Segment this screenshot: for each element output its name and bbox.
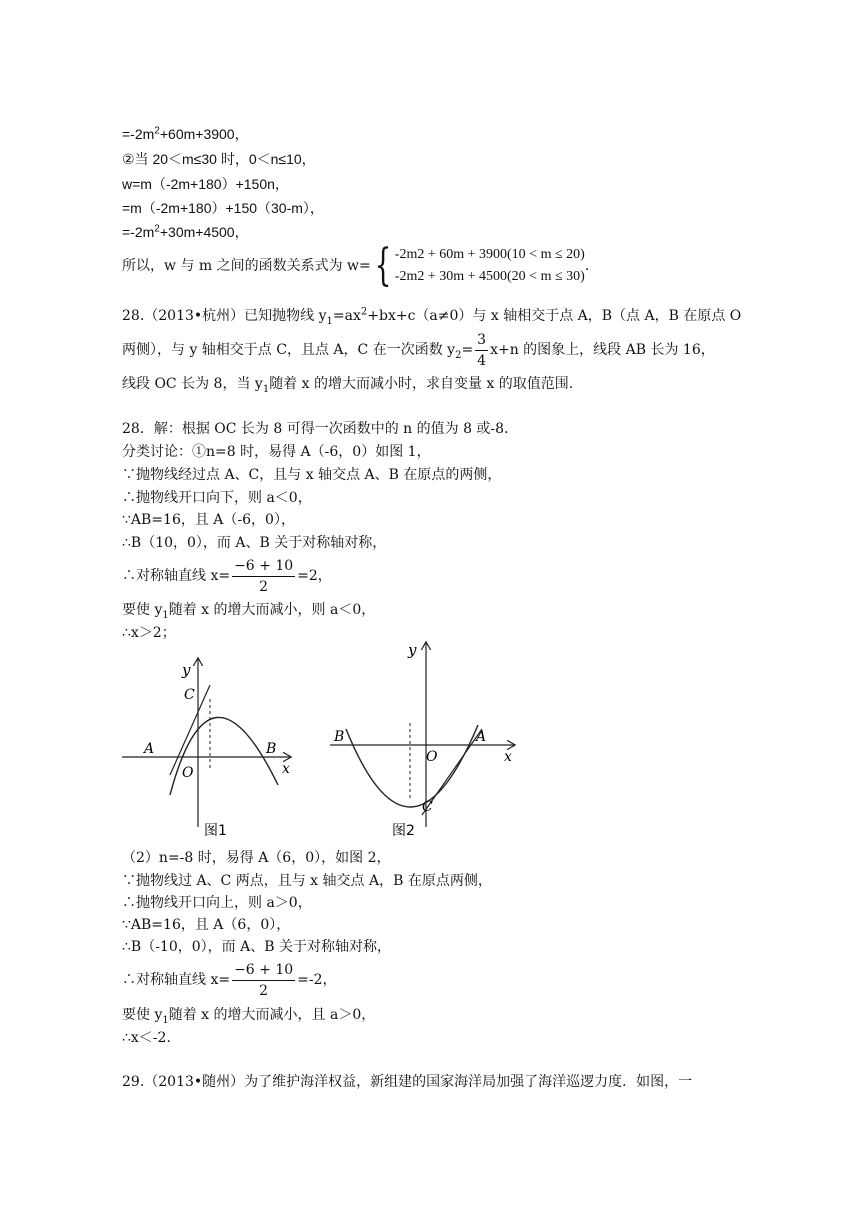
origin-label: O	[426, 749, 438, 765]
point-b-label: B	[334, 729, 345, 745]
sol-line-3: ∵抛物线经过点 A、C，且与 x 轴交点 A、B 在原点的两侧，	[122, 467, 502, 483]
sol-line-6: ∴B（10，0），而 A、B 关于对称轴对称，	[122, 535, 387, 551]
prev-line-5: $=-2m^2+30m+4500$，	[122, 223, 249, 240]
sol-line-17: ∴x＜-2.	[122, 1030, 171, 1046]
parabola-curve	[346, 725, 478, 807]
sol-line-7: ∴对称轴直线 x= $\frac{-6 + 10}{2}$ =2，	[122, 557, 332, 595]
sol-line-8: 要使 $y_1$随着 x 的增大而减小，则 a＜0，	[122, 602, 376, 621]
prev-line-3: w=m（-2m+180）+150n，	[122, 176, 289, 192]
point-a-label: A	[476, 729, 487, 745]
q29-line-1: 29.（2013•随州）为了维护海洋权益，新组建的国家海洋局加强了海洋巡逻力度．如图，一	[122, 1074, 693, 1090]
figure-2-caption: 图2	[392, 823, 415, 839]
y-label: y	[182, 661, 191, 679]
q28-line-2: 两侧），与 y 轴相交于点 C，且点 A，C 在一次函数 $y_2=$ $\frac{3}{4}$ x+n 的图象上，线段 AB 长为 16，	[122, 331, 715, 369]
parabola-curve	[170, 717, 278, 795]
q28-line-3: 线段 OC 长为 8，当 $y_1$随着 x 的增大而减小时，求自变量 x 的取值范围.	[122, 376, 574, 395]
figure-1-caption: 图1	[204, 823, 227, 839]
prev-line-2: ②当 20＜m≤30 时，0＜n≤10，	[122, 151, 316, 167]
sol-line-4: ∴抛物线开口向下，则 a＜0，	[122, 490, 312, 506]
sol-line-9: ∴x＞2；	[122, 625, 176, 641]
sol-line-15: ∴对称轴直线 x= $\frac{-6 + 10}{2}$ =-2，	[122, 961, 337, 999]
sol-line-11: ∵抛物线过 A、C 两点，且与 x 轴交点 A，B 在原点两侧，	[122, 873, 492, 889]
figure-2	[326, 637, 522, 843]
point-b-label: B	[266, 741, 277, 757]
prev-line-4: =m（-2m+180）+150（30-m），	[122, 200, 324, 216]
piecewise-function: 所以，w 与 m 之间的函数关系式为 w={ -2m2 + 60m + 3900(10 < m ≤ 20) -2m2 + 30m + 4500(20 < m ≤ 30) .	[122, 240, 590, 291]
x-label: x	[282, 761, 290, 777]
sol-line-1: 28．解：根据 OC 长为 8 可得一次函数中的 n 的值为 8 或-8．	[122, 421, 519, 437]
point-a-label: A	[144, 741, 155, 757]
sol-line-2: 分类讨论：①n=8 时，易得 A（-6，0）如图 1，	[122, 444, 431, 460]
q28-line-1: 28.（2013•杭州）已知抛物线 $y_1=ax^2+bx+c(a\ne 0)$与 x 轴相交于点 A，B（点 A，B 在原点 O	[122, 306, 742, 327]
sol-line-14: ∴B（-10，0），而 A、B 关于对称轴对称，	[122, 939, 391, 955]
figure-1	[118, 655, 298, 845]
y-label: y	[408, 641, 417, 659]
point-c-label: C	[184, 687, 195, 703]
origin-label: O	[182, 765, 194, 781]
sol-line-12: ∴抛物线开口向上，则 a＞0，	[122, 895, 312, 911]
sol-line-10: （2）n=-8 时，易得 A（6，0），如图 2，	[122, 850, 391, 866]
sol-line-5: ∵AB=16，且 A（-6，0），	[122, 512, 295, 528]
x-label: x	[504, 749, 512, 765]
sol-line-13: ∵AB=16，且 A（6，0），	[122, 917, 291, 933]
point-c-label: C	[422, 799, 433, 815]
prev-line-1: $=-2m^2+60m+3900$，	[122, 125, 249, 142]
sol-line-16: 要使 $y_1$随着 x 的增大而减小，且 a＞0，	[122, 1007, 376, 1026]
